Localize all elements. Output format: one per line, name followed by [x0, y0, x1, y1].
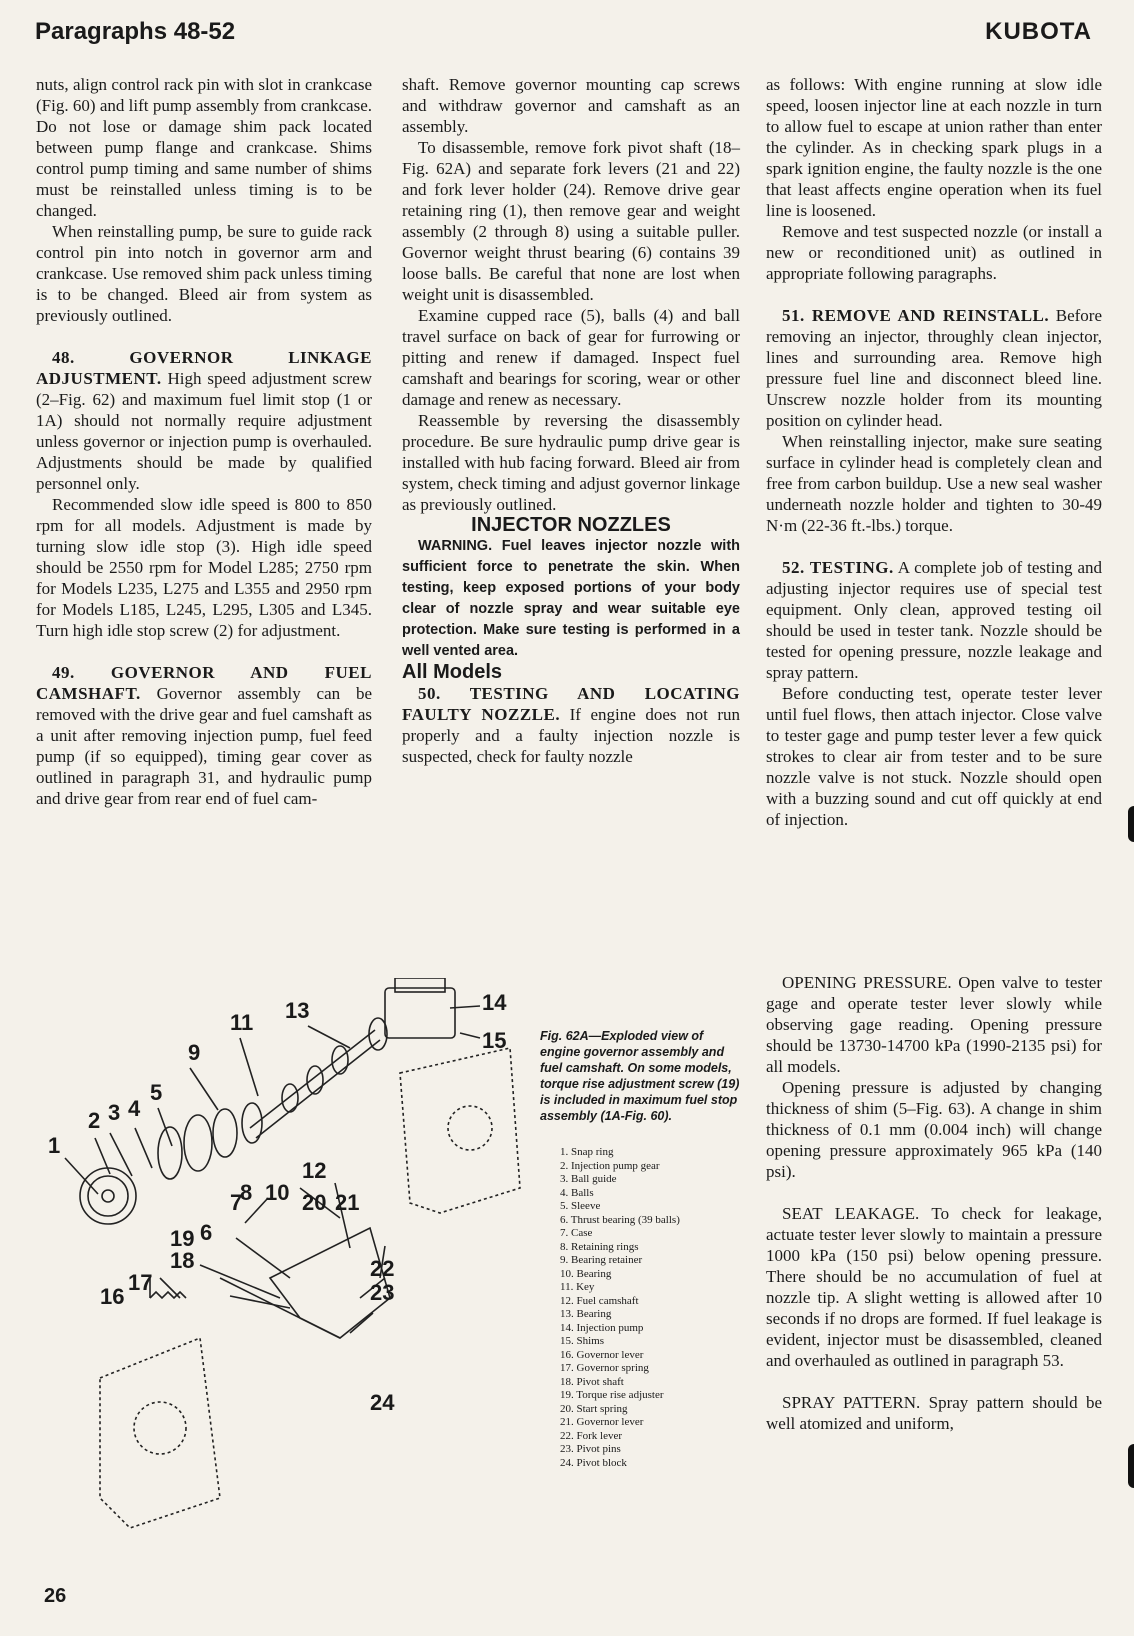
callout-15: 15 — [482, 1028, 507, 1053]
callout-6: 6 — [200, 1220, 213, 1245]
callout-18: 18 — [170, 1248, 195, 1273]
callout-2: 2 — [88, 1108, 101, 1133]
paragraph: When reinstalling pump, be sure to guide rack control pin into notch in governor arm and crankcase. Use removed shim pack unless timing is to be changed. Bleed air from system as previously outlined. — [36, 222, 372, 325]
legend-item: 2. Injection pump gear — [560, 1159, 660, 1172]
callout-8: 8 — [240, 1180, 253, 1205]
paragraph: Examine cupped race (5), balls (4) and ball travel surface on back of gear for furrowing or pitting and renew if damaged. Inspect fuel camshaft and bearings for scoring, wear or other damage and renew as necessary. — [402, 306, 740, 409]
callout-12: 12 — [302, 1158, 327, 1183]
paragraph: Reassemble by reversing the disassembly procedure. Be sure hydraulic pump drive gear is installed with hub facing forward. Bleed air from system, check timing and adjust governor linkage as previously outlined. — [402, 411, 740, 514]
paragraph: Recommended slow idle speed is 800 to 850 rpm for all models. Adjustment is made by turning slow idle stop (3). High idle speed should be 2550 rpm for Model L285; 2750 rpm for Models L235, L275 and L355 and 2950 rpm for Models L185, L245, L295, L305 and L345. Turn high idle stop screw (2) for adjustment. — [36, 495, 372, 640]
legend-item: 10. Bearing — [560, 1267, 612, 1280]
callout-9: 9 — [188, 1040, 201, 1065]
callout-16: 16 — [100, 1284, 125, 1309]
binding-edge-mark — [1128, 1444, 1134, 1488]
paragraph: Before conducting test, operate tester lever until fuel flows, then attach injector. Close valve to tester gage and pump tester lever a few quick strokes to clear air from tester and to be sure nozzle valve is not stuck. Nozzle should open with a buzzing sound and cut off quickly at end of injection. — [766, 684, 1102, 829]
section-title: INJECTOR NOZZLES — [471, 514, 671, 536]
paragraph-spray-pattern: SPRAY PATTERN. Spray pattern should be well atomized and uniform, — [766, 1393, 1102, 1433]
legend-item: 1. Snap ring — [560, 1146, 614, 1158]
column-1 — [36, 74, 372, 809]
paragraph: To disassemble, remove fork pivot shaft (18–Fig. 62A) and separate fork levers (21 and 22) and fork lever holder (24). Remove drive gear retaining ring (1), then remove gear and weight assembly (2 through 8) using a suitable puller. Governor weight thrust bearing (6) contains 39 loose balls. Be careful that none are lost when weight unit is disassembled. — [402, 138, 740, 304]
crankcase-drawing — [400, 1048, 520, 1213]
column-3 — [766, 74, 1102, 830]
legend-item: 23. Pivot pins — [560, 1443, 621, 1455]
figure-caption: Fig. 62A—Exploded view of engine governor assembly and fuel camshaft. On some models, torque rise adjustment screw (19) is included in maximum fuel stop assembly (1A-Fig. 60). — [540, 1029, 740, 1123]
column-3-continued — [766, 972, 1102, 1434]
paragraph: If engine does not run properly and a faulty injection nozzle is suspected, check for faulty nozzle — [402, 705, 740, 766]
legend-item: 11. Key — [560, 1281, 595, 1293]
legend-item: 4. Balls — [560, 1186, 594, 1199]
callout-20: 20 — [302, 1190, 327, 1215]
binding-edge-mark — [1128, 806, 1134, 842]
legend-item: 3. Ball guide — [560, 1173, 617, 1185]
warning-text: WARNING. Fuel leaves injector nozzle with sufficient force to penetrate the skin. When testing, keep exposed portions of your body clear of nozzle spray and wear suitable eye protection. Make sure testing is performed in a well vented area. — [402, 538, 740, 659]
legend-item: 5. Sleeve — [560, 1200, 601, 1212]
paragraph-opening-pressure: OPENING PRESSURE. Open valve to tester gage and operate tester lever slowly while observing gage reading. Opening pressure should be 13730-14700 kPa (1990-2135 psi) for all models. — [766, 973, 1102, 1076]
page-number: 26 — [44, 1585, 67, 1607]
section-heading-50: 50. TESTING AND LOCATING FAULTY NOZZLE. — [402, 684, 740, 724]
callout-14: 14 — [482, 990, 507, 1015]
legend-item: 13. Bearing — [560, 1308, 612, 1320]
paragraph-seat-leakage: SEAT LEAKAGE. To check for leakage, actuate tester lever slowly to maintain a pressure 1000 kPa (150 psi) below opening pressure. There should be no accumulation of fuel at nozzle tip. A slight wetting is allowed after 10 seconds if no drops are formed. If fuel leakage is evident, injector must be disassembled, cleaned and overhauled as outlined in paragraph 53. — [766, 1204, 1102, 1370]
legend-item: 18. Pivot shaft — [560, 1375, 624, 1388]
section-heading-52: 52. TESTING. — [782, 558, 894, 577]
paragraph: shaft. Remove governor mounting cap screws and withdraw governor and camshaft as an assembly. — [402, 75, 740, 136]
legend-item: 12. Fuel camshaft — [560, 1294, 639, 1307]
callout-24: 24 — [370, 1390, 395, 1415]
callout-4: 4 — [128, 1096, 141, 1121]
subsection-title: All Models — [402, 661, 503, 683]
paragraph: Governor assembly can be removed with the drive gear and fuel camshaft as a unit after removing injection pump, fuel feed pump (if so equipped), timing gear cover as outlined in paragraph 31, and hydraulic pump and drive gear from rear end of fuel cam- — [36, 684, 372, 808]
callout-21: 21 — [335, 1190, 360, 1215]
legend-item: 6. Thrust bearing (39 balls) — [560, 1213, 680, 1226]
legend-item: 22. Fork lever — [560, 1429, 623, 1442]
callout-1: 1 — [48, 1133, 61, 1158]
legend-item: 19. Torque rise adjuster — [560, 1389, 664, 1401]
legend-item: 8. Retaining rings — [560, 1240, 639, 1253]
callout-5: 5 — [150, 1080, 163, 1105]
paragraph: High speed adjustment screw (2–Fig. 62) and maximum fuel limit stop (1 or 1A) should not normally require adjustment unless governor or injection pump is overhauled. Adjustments should be made by qualified personnel only. — [36, 369, 373, 493]
legend-item: 24. Pivot block — [560, 1456, 627, 1469]
callout-7: 7 — [230, 1190, 243, 1215]
column-2 — [402, 74, 740, 767]
paragraph: nuts, align control rack pin with slot in crankcase (Fig. 60) and lift pump assembly from crankcase. Do not lose or damage shim pack located between pump flange and crankcase. Shims control pump timing and same number of shims must be reinstalled unless timing is to be changed. — [36, 75, 372, 220]
camshaft-drawing — [250, 1030, 380, 1138]
exploded-view-illustration — [40, 978, 540, 1538]
injection-pump-drawing — [385, 988, 455, 1038]
paragraph: as follows: With engine running at slow idle speed, loosen injector line at each nozzle in turn to allow fuel to escape at union rather than enter the cylinder. As in checking spark plugs in a spark ignition engine, the faulty nozzle is the one that least affects engine operation when its fuel line is loosened. — [766, 75, 1102, 220]
legend-item: 15. Shims — [560, 1335, 605, 1347]
legend-item: 17. Governor spring — [560, 1362, 649, 1374]
callout-17: 17 — [128, 1270, 153, 1295]
legend-item: 16. Governor lever — [560, 1348, 644, 1361]
callout-23: 23 — [370, 1280, 395, 1305]
legend-item: 21. Governor lever — [560, 1416, 644, 1428]
callout-3: 3 — [108, 1100, 121, 1125]
figure-legend — [560, 1146, 760, 1470]
callout-19: 19 — [170, 1226, 195, 1251]
callout-22: 22 — [370, 1256, 395, 1281]
paragraph: Opening pressure is adjusted by changing thickness of shim (5–Fig. 63). A change in shim thickness of 0.1 mm (0.004 inch) will change opening pressure approximately 965 kPa (140 psi). — [766, 1078, 1102, 1181]
page-header-left: Paragraphs 48-52 — [35, 18, 236, 45]
callout-13: 13 — [285, 998, 310, 1023]
legend-item: 20. Start spring — [560, 1402, 628, 1415]
callout-11: 11 — [230, 1010, 254, 1035]
paragraph: Remove and test suspected nozzle (or install a new or reconditioned unit) as outlined in appropriate following paragraphs. — [766, 222, 1102, 283]
paragraph: Before removing an injector, throughly clean injector, lines and surrounding area. Remove high pressure fuel line and disconnect bleed line. Unscrew nozzle holder from its mounting position on cylinder head. — [766, 306, 1103, 430]
section-heading-51: 51. REMOVE AND REINSTALL. — [782, 306, 1050, 325]
callout-10: 10 — [265, 1180, 290, 1205]
legend-item: 14. Injection pump — [560, 1321, 644, 1334]
section-heading-48: 48. GOVERNOR LINKAGE ADJUSTMENT. — [36, 348, 372, 388]
legend-item: 7. Case — [560, 1227, 593, 1239]
section-heading-49: 49. GOVERNOR AND FUEL CAMSHAFT. — [36, 663, 372, 703]
paragraph: A complete job of testing and adjusting injector requires use of special test equipment. Only clean, approved testing oil should be used in tester tank. Nozzle should be tested for opening pressure, nozzle leakage and spray pattern. — [766, 558, 1103, 682]
legend-item: 9. Bearing retainer — [560, 1254, 643, 1266]
page-header-right: KUBOTA — [985, 18, 1092, 45]
paragraph: When reinstalling injector, make sure seating surface in cylinder head is completely clean and free from carbon buildup. Use a new seal washer underneath nozzle holder and tighten to 30-49 N·m (22-36 ft.-lbs.) torque. — [766, 432, 1102, 535]
